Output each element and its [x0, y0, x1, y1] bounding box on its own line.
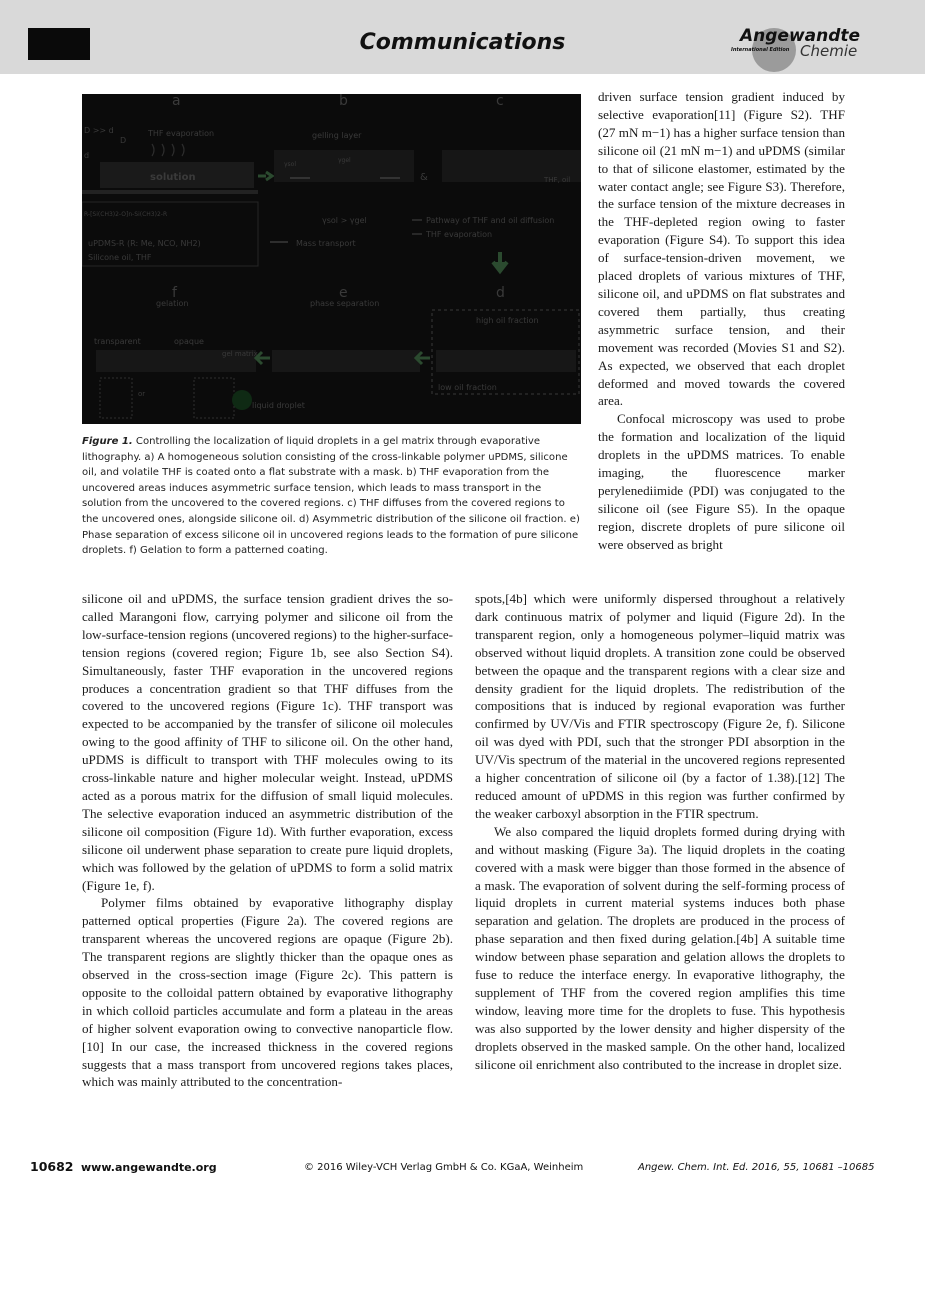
- label-thf-oil: THF, oil: [544, 176, 571, 184]
- left-column: [82, 590, 453, 1091]
- label-thf-evaporation: THF evaporation: [148, 129, 215, 138]
- label-high-oil: high oil fraction: [476, 316, 539, 325]
- label-pathway: Pathway of THF and oil diffusion: [426, 216, 555, 225]
- footer-citation: Angew. Chem. Int. Ed. 2016, 55, 10681 –10685: [638, 1162, 875, 1173]
- label-gamma-eq: γsol > γgel: [322, 216, 367, 225]
- label-gamma-gel: γgel: [338, 157, 351, 164]
- label-phase-separation: phase separation: [310, 299, 380, 308]
- label-low-oil: low oil fraction: [438, 383, 497, 392]
- paragraph: Confocal microscopy was used to probe the formation and localization of the liquid droplets in the uPDMS matrices. To enable imaging, the fluorescence marker perylenediimide (PDI) was conjugated to the silicone oil (see Figure S5). In the opaque region, discrete droplets of pure silicone oil were observed as bright: [598, 411, 845, 552]
- panel-label-b: b: [339, 94, 348, 109]
- section-title: Communications: [359, 30, 566, 55]
- evaporation-waves: [152, 144, 184, 156]
- label-or: or: [138, 390, 146, 398]
- paragraph: driven surface tension gradient induced by selective evaporation[11] (Figure S2). THF (27 mN m−1) has a higher surface tension than silicone oil (21 mN m−1) and uPDMS (similar to that of silicone elastomer, estimated by the water contact angle; see Figure S3). Therefore, the surface tension of the mixture decreases in the THF-depleted region owing to faster evaporation (Figure S4). To support this idea of surface-tension-driven movement, we placed droplets of various mixtures of THF, silicone oil, and uPDMS on flat substrates and covered them partially, thus creating asymmetric surface tension, and their movement was recorded (Movies S1 and S2). As expected, we observed that each droplet deformed and moved towards the covered area.: [598, 89, 845, 409]
- substrate-a: [82, 190, 258, 194]
- figure-1: [82, 94, 581, 424]
- label-silicone-thf: Silicone oil, THF: [88, 253, 152, 262]
- journal-logo: [728, 22, 861, 70]
- layer-d: [436, 350, 576, 372]
- caption-label: Figure 1.: [82, 436, 133, 447]
- label-gelation: gelation: [156, 299, 189, 308]
- page-number: 10682: [30, 1159, 74, 1174]
- label-gel-matrix: gel matrix: [222, 350, 258, 358]
- paragraph: We also compared the liquid droplets formed during drying with and without masking (Figure 3a). The liquid droplets in the coating covered with a mask were bigger than those formed in the absence of a mask. The evaporation of solvent during the self-forming process of liquid droplets in current material systems induces both phase separation and gelation. The droplets are produced in the process of phase separation and then fixed during gelation.[4b] A suitable time window between phase separation and gelation allows the droplets to fuse to reduce the interface energy. In evaporative lithography, the supplement of THF from the covered region amplifies this time window, leaving more time for the droplets to fuse. This hypothesis was also supported by the lower density and higher dispersity of the droplets observed in the masked sample. On the other hand, localized silicone oil enrichment also contributed to the increase in droplet size.: [475, 823, 845, 1072]
- label-amp: &: [420, 172, 428, 183]
- label-d-gt-d: D >> d: [84, 126, 114, 135]
- footer-copyright: © 2016 Wiley-VCH Verlag GmbH & Co. KGaA, Weinheim: [304, 1162, 584, 1173]
- arrow-c-d: [493, 252, 507, 271]
- panel-label-a: a: [172, 94, 181, 109]
- paragraph: Polymer films obtained by evaporative lithography display patterned optical properties (Figure 2a). The covered regions are transparent whereas the uncovered regions are opaque (Figure 2b). The transparent regions are slightly thicker than the opaque ones as observed in the cross-section image (Figure 2c). This pattern is opposite to the colloidal pattern obtained by evaporative lithography in which colloid particles accumulate and form a plateau in the areas of higher solvent evaporation owing to convective nanoparticle flow.[10] In our case, the increased thickness in the covered regions suggests that a mass transport from uncovered regions takes places, which was mainly attributed to the concentration-: [82, 895, 453, 1090]
- page-header: [0, 0, 925, 74]
- paragraph: spots,[4b] which were uniformly dispersed throughout a relatively dark continuous matrix of polymer and liquid (Figure 2d). In the transparent region, only a homogeneous polymer–liquid matrix was observed without liquid droplets. A transition zone could be observed between the opaque and the transparent regions with a clear size and density gradient for the liquid droplets. The redistribution of the compositions that is induced by regional evaporation was further confirmed by UV/Vis and FTIR spectroscopy (Figure 2e, f). Silicone oil was dyed with PDI, such that the stronger PDI absorption in the UV/Vis spectrum of the material in the uncovered regions represented a higher concentration of silicone oil (by a factor of 1.38).[12] The reduced amount of uPDMS in this region was further confirmed by the weaker carboxyl absorption in the FTIR spectrum.: [475, 591, 845, 821]
- label-opaque: opaque: [174, 337, 204, 346]
- label-solution: solution: [150, 172, 196, 183]
- panel-label-f: f: [172, 285, 177, 301]
- label-transparent: transparent: [94, 337, 141, 346]
- arrow-e-f: [256, 352, 270, 364]
- caption-text: Controlling the localization of liquid droplets in a gel matrix through evaporative lithography. a) A homogeneous solution consisting of the cross-linkable polymer uPDMS, silicone oil, and volatile THF is coated onto a flat substrate with a mask. b) THF evaporation from the uncovered areas induces asymmetric surface tension, which leads to mass transport in the solution from the uncovered to the covered regions. c) THF diffuses from the covered regions to the uncovered ones, alongside silicone oil. d) Asymmetric distribution of the silicone oil fraction. e) Phase separation of excess silicone oil in uncovered regions leads to the formation of pure silicone droplets. f) Gelation to form a patterned coating.: [82, 436, 580, 557]
- figure-1-schematic: [82, 94, 581, 424]
- footer-website-link[interactable]: www.angewandte.org: [81, 1161, 217, 1174]
- panel-label-d: d: [496, 285, 505, 301]
- panel-label-c: c: [496, 94, 504, 109]
- journal-logo-line1: Angewandte: [740, 26, 861, 46]
- label-updms: uPDMS-R (R: Me, NCO, NH2): [88, 239, 201, 248]
- zoom-box-2: [194, 378, 234, 418]
- panel-label-e: e: [339, 285, 348, 301]
- label-gelling-layer: gelling layer: [312, 131, 362, 140]
- droplet-circle: [232, 390, 252, 410]
- paragraph: silicone oil and uPDMS, the surface tension gradient drives the so-called Marangoni flow, carrying polymer and silicone oil from the low-surface-tension regions (uncovered regions) to the higher-surface-tension regions (covered region; Figure 1b, see also Section S4). Simultaneously, faster THF evaporation in the uncovered regions produces a concentration gradient so that THF diffuses from the covered to the uncovered regions (Figure 1c). THF transport was expected to be accompanied by the transfer of silicone oil molecules owing to the good affinity of THF to silicone oil. On the other hand, uPDMS is difficult to transport with THF molecules owing to its cross-linkable nature and higher molecular weight. Instead, uPDMS acted as a porous matrix for the diffusion of small liquid molecules. The selective evaporation induced an asymmetric distribution of the silicone oil composition (Figure 1d). With further evaporation, excess silicone oil underwent phase separation to create pure liquid droplets, which was followed by the gelation of uPDMS to form a solid matrix (Figure 1e, f).: [82, 591, 453, 893]
- label-d: d: [84, 151, 90, 160]
- zoom-box-1: [100, 378, 132, 418]
- arrow-d-e: [416, 352, 430, 364]
- label-D: D: [120, 136, 127, 145]
- layer-e: [272, 350, 420, 372]
- legend-arrows: [412, 220, 422, 234]
- right-top-column: [598, 88, 845, 554]
- journal-logo-edition: International Edition: [731, 47, 790, 53]
- figure-caption: [82, 434, 581, 559]
- chemical-structure: R-[Si(CH3)2-O]n-Si(CH3)2-R: [84, 211, 168, 218]
- label-thf-evap-legend: THF evaporation: [426, 230, 493, 239]
- arrow-a-b: [258, 172, 272, 180]
- label-gamma-sol: γsol: [284, 161, 297, 168]
- journal-logo-line2: Chemie: [800, 42, 858, 60]
- label-mass-transport: Mass transport: [296, 239, 356, 248]
- label-liquid-droplet: liquid droplet: [252, 401, 305, 410]
- right-column: [475, 590, 845, 1073]
